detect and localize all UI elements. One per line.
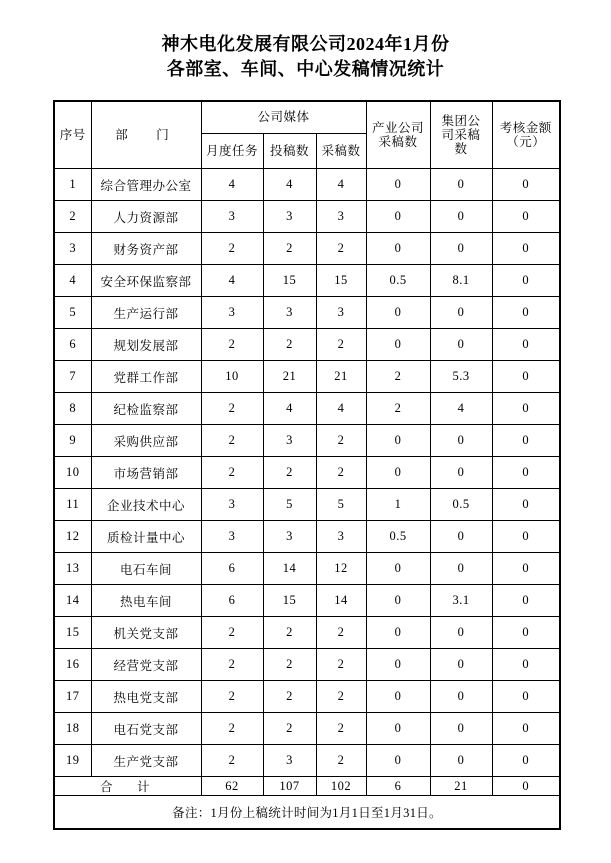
cell-industry: 0	[366, 297, 430, 329]
cell-industry: 0	[366, 745, 430, 777]
cell-seq: 1	[54, 169, 91, 201]
header-company-media: 公司媒体	[201, 101, 366, 134]
total-submitted: 107	[263, 777, 316, 796]
cell-submitted: 2	[263, 713, 316, 745]
cell-submitted: 15	[263, 265, 316, 297]
table-row	[54, 585, 560, 617]
cell-submitted: 2	[263, 681, 316, 713]
table-row	[54, 329, 560, 361]
cell-industry: 0	[366, 425, 430, 457]
cell-submitted: 2	[263, 617, 316, 649]
header-accepted-count: 采稿数	[316, 134, 366, 169]
cell-department: 质检计量中心	[91, 521, 201, 553]
cell-monthly-task: 3	[201, 489, 263, 521]
table-row	[54, 169, 560, 201]
header-assessment-amount	[492, 101, 560, 169]
cell-seq: 4	[54, 265, 91, 297]
cell-amount: 0	[492, 265, 560, 297]
statistics-table	[53, 100, 561, 830]
cell-monthly-task: 3	[201, 521, 263, 553]
cell-seq: 12	[54, 521, 91, 553]
cell-department: 纪检监察部	[91, 393, 201, 425]
cell-department: 经营党支部	[91, 649, 201, 681]
cell-industry: 1	[366, 489, 430, 521]
table-row	[54, 521, 560, 553]
cell-accepted: 2	[316, 713, 366, 745]
header-monthly-task: 月度任务	[201, 134, 263, 169]
header-group-company-accepted	[430, 101, 492, 169]
header-department: 部 门	[91, 101, 201, 169]
cell-amount: 0	[492, 201, 560, 233]
cell-group: 8.1	[430, 265, 492, 297]
cell-group: 0	[430, 617, 492, 649]
header-seq: 序号	[54, 101, 91, 169]
cell-accepted: 5	[316, 489, 366, 521]
statistics-table-container	[53, 100, 559, 830]
cell-accepted: 3	[316, 201, 366, 233]
cell-seq: 2	[54, 201, 91, 233]
cell-group: 0	[430, 425, 492, 457]
cell-submitted: 3	[263, 297, 316, 329]
cell-monthly-task: 2	[201, 233, 263, 265]
cell-seq: 17	[54, 681, 91, 713]
cell-accepted: 15	[316, 265, 366, 297]
note-text: 备注：1月份上稿统计时间为1月1日至1月31日。	[54, 796, 560, 830]
cell-amount: 0	[492, 457, 560, 489]
cell-industry: 0.5	[366, 265, 430, 297]
cell-industry: 0	[366, 713, 430, 745]
cell-industry: 0	[366, 329, 430, 361]
cell-monthly-task: 2	[201, 649, 263, 681]
cell-amount: 0	[492, 649, 560, 681]
cell-accepted: 2	[316, 649, 366, 681]
cell-department: 综合管理办公室	[91, 169, 201, 201]
cell-department: 市场营销部	[91, 457, 201, 489]
cell-accepted: 4	[316, 169, 366, 201]
header-assessment-amount-line1: 考核金额	[499, 121, 552, 135]
cell-amount: 0	[492, 745, 560, 777]
table-row	[54, 297, 560, 329]
cell-industry: 0.5	[366, 521, 430, 553]
header-group-company-accepted-line2: 司采稿	[441, 128, 481, 142]
cell-department: 财务资产部	[91, 233, 201, 265]
cell-seq: 14	[54, 585, 91, 617]
cell-submitted: 4	[263, 169, 316, 201]
cell-department: 采购供应部	[91, 425, 201, 457]
cell-group: 0	[430, 201, 492, 233]
cell-amount: 0	[492, 169, 560, 201]
cell-accepted: 21	[316, 361, 366, 393]
cell-industry: 0	[366, 617, 430, 649]
cell-group: 0	[430, 649, 492, 681]
total-row	[54, 777, 560, 796]
header-industry-company-accepted-line1: 产业公司	[371, 121, 424, 135]
cell-seq: 18	[54, 713, 91, 745]
title-line-2: 各部室、车间、中心发稿情况统计	[166, 59, 445, 79]
cell-submitted: 3	[263, 425, 316, 457]
cell-submitted: 5	[263, 489, 316, 521]
cell-amount: 0	[492, 617, 560, 649]
cell-monthly-task: 6	[201, 585, 263, 617]
cell-amount: 0	[492, 329, 560, 361]
cell-group: 0	[430, 681, 492, 713]
cell-monthly-task: 4	[201, 169, 263, 201]
cell-industry: 0	[366, 681, 430, 713]
cell-accepted: 2	[316, 617, 366, 649]
cell-seq: 7	[54, 361, 91, 393]
cell-industry: 2	[366, 393, 430, 425]
table-row	[54, 201, 560, 233]
cell-monthly-task: 3	[201, 201, 263, 233]
cell-seq: 15	[54, 617, 91, 649]
cell-seq: 16	[54, 649, 91, 681]
cell-submitted: 2	[263, 329, 316, 361]
cell-department: 企业技术中心	[91, 489, 201, 521]
title-line-1: 神木电化发展有限公司2024年1月份	[161, 34, 450, 54]
cell-submitted: 4	[263, 393, 316, 425]
cell-amount: 0	[492, 361, 560, 393]
table-row	[54, 617, 560, 649]
cell-accepted: 4	[316, 393, 366, 425]
cell-seq: 10	[54, 457, 91, 489]
cell-department: 电石车间	[91, 553, 201, 585]
total-label: 合 计	[54, 777, 201, 796]
cell-accepted: 14	[316, 585, 366, 617]
cell-submitted: 3	[263, 521, 316, 553]
total-industry: 6	[366, 777, 430, 796]
cell-amount: 0	[492, 233, 560, 265]
cell-amount: 0	[492, 585, 560, 617]
cell-amount: 0	[492, 489, 560, 521]
header-group-company-accepted-line3: 数	[454, 142, 468, 156]
cell-submitted: 2	[263, 457, 316, 489]
table-row	[54, 745, 560, 777]
cell-submitted: 2	[263, 233, 316, 265]
cell-accepted: 2	[316, 745, 366, 777]
cell-monthly-task: 2	[201, 393, 263, 425]
cell-industry: 0	[366, 585, 430, 617]
cell-monthly-task: 2	[201, 617, 263, 649]
cell-department: 安全环保监察部	[91, 265, 201, 297]
cell-amount: 0	[492, 553, 560, 585]
header-industry-company-accepted	[366, 101, 430, 169]
cell-group: 0	[430, 297, 492, 329]
cell-seq: 11	[54, 489, 91, 521]
header-submitted-count: 投稿数	[263, 134, 316, 169]
table-row	[54, 681, 560, 713]
table-row	[54, 265, 560, 297]
cell-accepted: 2	[316, 233, 366, 265]
cell-amount: 0	[492, 521, 560, 553]
cell-monthly-task: 4	[201, 265, 263, 297]
cell-accepted: 2	[316, 425, 366, 457]
cell-accepted: 3	[316, 297, 366, 329]
cell-amount: 0	[492, 713, 560, 745]
cell-group: 0	[430, 553, 492, 585]
header-group-company-accepted-line1: 集团公	[441, 114, 481, 128]
cell-monthly-task: 3	[201, 297, 263, 329]
table-row	[54, 553, 560, 585]
cell-department: 生产党支部	[91, 745, 201, 777]
cell-industry: 0	[366, 233, 430, 265]
cell-seq: 3	[54, 233, 91, 265]
cell-monthly-task: 6	[201, 553, 263, 585]
total-amount: 0	[492, 777, 560, 796]
cell-group: 0	[430, 233, 492, 265]
cell-seq: 9	[54, 425, 91, 457]
cell-seq: 8	[54, 393, 91, 425]
cell-accepted: 12	[316, 553, 366, 585]
cell-seq: 19	[54, 745, 91, 777]
cell-industry: 2	[366, 361, 430, 393]
note-row	[54, 796, 560, 830]
cell-monthly-task: 2	[201, 425, 263, 457]
cell-department: 规划发展部	[91, 329, 201, 361]
cell-seq: 6	[54, 329, 91, 361]
cell-industry: 0	[366, 169, 430, 201]
cell-department: 人力资源部	[91, 201, 201, 233]
cell-amount: 0	[492, 297, 560, 329]
table-row	[54, 233, 560, 265]
table-footer	[54, 777, 560, 830]
cell-department: 电石党支部	[91, 713, 201, 745]
cell-submitted: 15	[263, 585, 316, 617]
cell-industry: 0	[366, 553, 430, 585]
table-row	[54, 393, 560, 425]
cell-department: 机关党支部	[91, 617, 201, 649]
cell-group: 0	[430, 457, 492, 489]
cell-accepted: 2	[316, 457, 366, 489]
cell-group: 5.3	[430, 361, 492, 393]
header-row-top	[54, 101, 560, 134]
document-title	[0, 0, 611, 82]
cell-group: 0	[430, 521, 492, 553]
total-monthly-task: 62	[201, 777, 263, 796]
cell-industry: 0	[366, 457, 430, 489]
table-row	[54, 489, 560, 521]
cell-accepted: 2	[316, 329, 366, 361]
cell-monthly-task: 2	[201, 745, 263, 777]
cell-submitted: 2	[263, 649, 316, 681]
header-industry-company-accepted-line2: 采稿数	[378, 135, 418, 149]
table-row	[54, 361, 560, 393]
header-assessment-amount-line2: （元）	[506, 135, 546, 149]
cell-department: 党群工作部	[91, 361, 201, 393]
cell-group: 0	[430, 713, 492, 745]
cell-monthly-task: 2	[201, 457, 263, 489]
cell-department: 热电车间	[91, 585, 201, 617]
cell-monthly-task: 2	[201, 713, 263, 745]
cell-department: 生产运行部	[91, 297, 201, 329]
cell-monthly-task: 2	[201, 329, 263, 361]
cell-group: 0	[430, 329, 492, 361]
cell-group: 0.5	[430, 489, 492, 521]
cell-accepted: 3	[316, 521, 366, 553]
cell-monthly-task: 2	[201, 681, 263, 713]
cell-seq: 5	[54, 297, 91, 329]
cell-monthly-task: 10	[201, 361, 263, 393]
cell-department: 热电党支部	[91, 681, 201, 713]
cell-submitted: 3	[263, 745, 316, 777]
cell-group: 0	[430, 745, 492, 777]
cell-accepted: 2	[316, 681, 366, 713]
cell-seq: 13	[54, 553, 91, 585]
cell-industry: 0	[366, 649, 430, 681]
cell-submitted: 14	[263, 553, 316, 585]
cell-submitted: 3	[263, 201, 316, 233]
total-group: 21	[430, 777, 492, 796]
cell-group: 3.1	[430, 585, 492, 617]
cell-submitted: 21	[263, 361, 316, 393]
table-row	[54, 713, 560, 745]
table-row	[54, 425, 560, 457]
table-header	[54, 101, 560, 169]
table-row	[54, 649, 560, 681]
cell-amount: 0	[492, 681, 560, 713]
cell-industry: 0	[366, 201, 430, 233]
cell-amount: 0	[492, 393, 560, 425]
table-row	[54, 457, 560, 489]
cell-group: 4	[430, 393, 492, 425]
cell-amount: 0	[492, 425, 560, 457]
cell-group: 0	[430, 169, 492, 201]
total-accepted: 102	[316, 777, 366, 796]
table-body	[54, 169, 560, 777]
